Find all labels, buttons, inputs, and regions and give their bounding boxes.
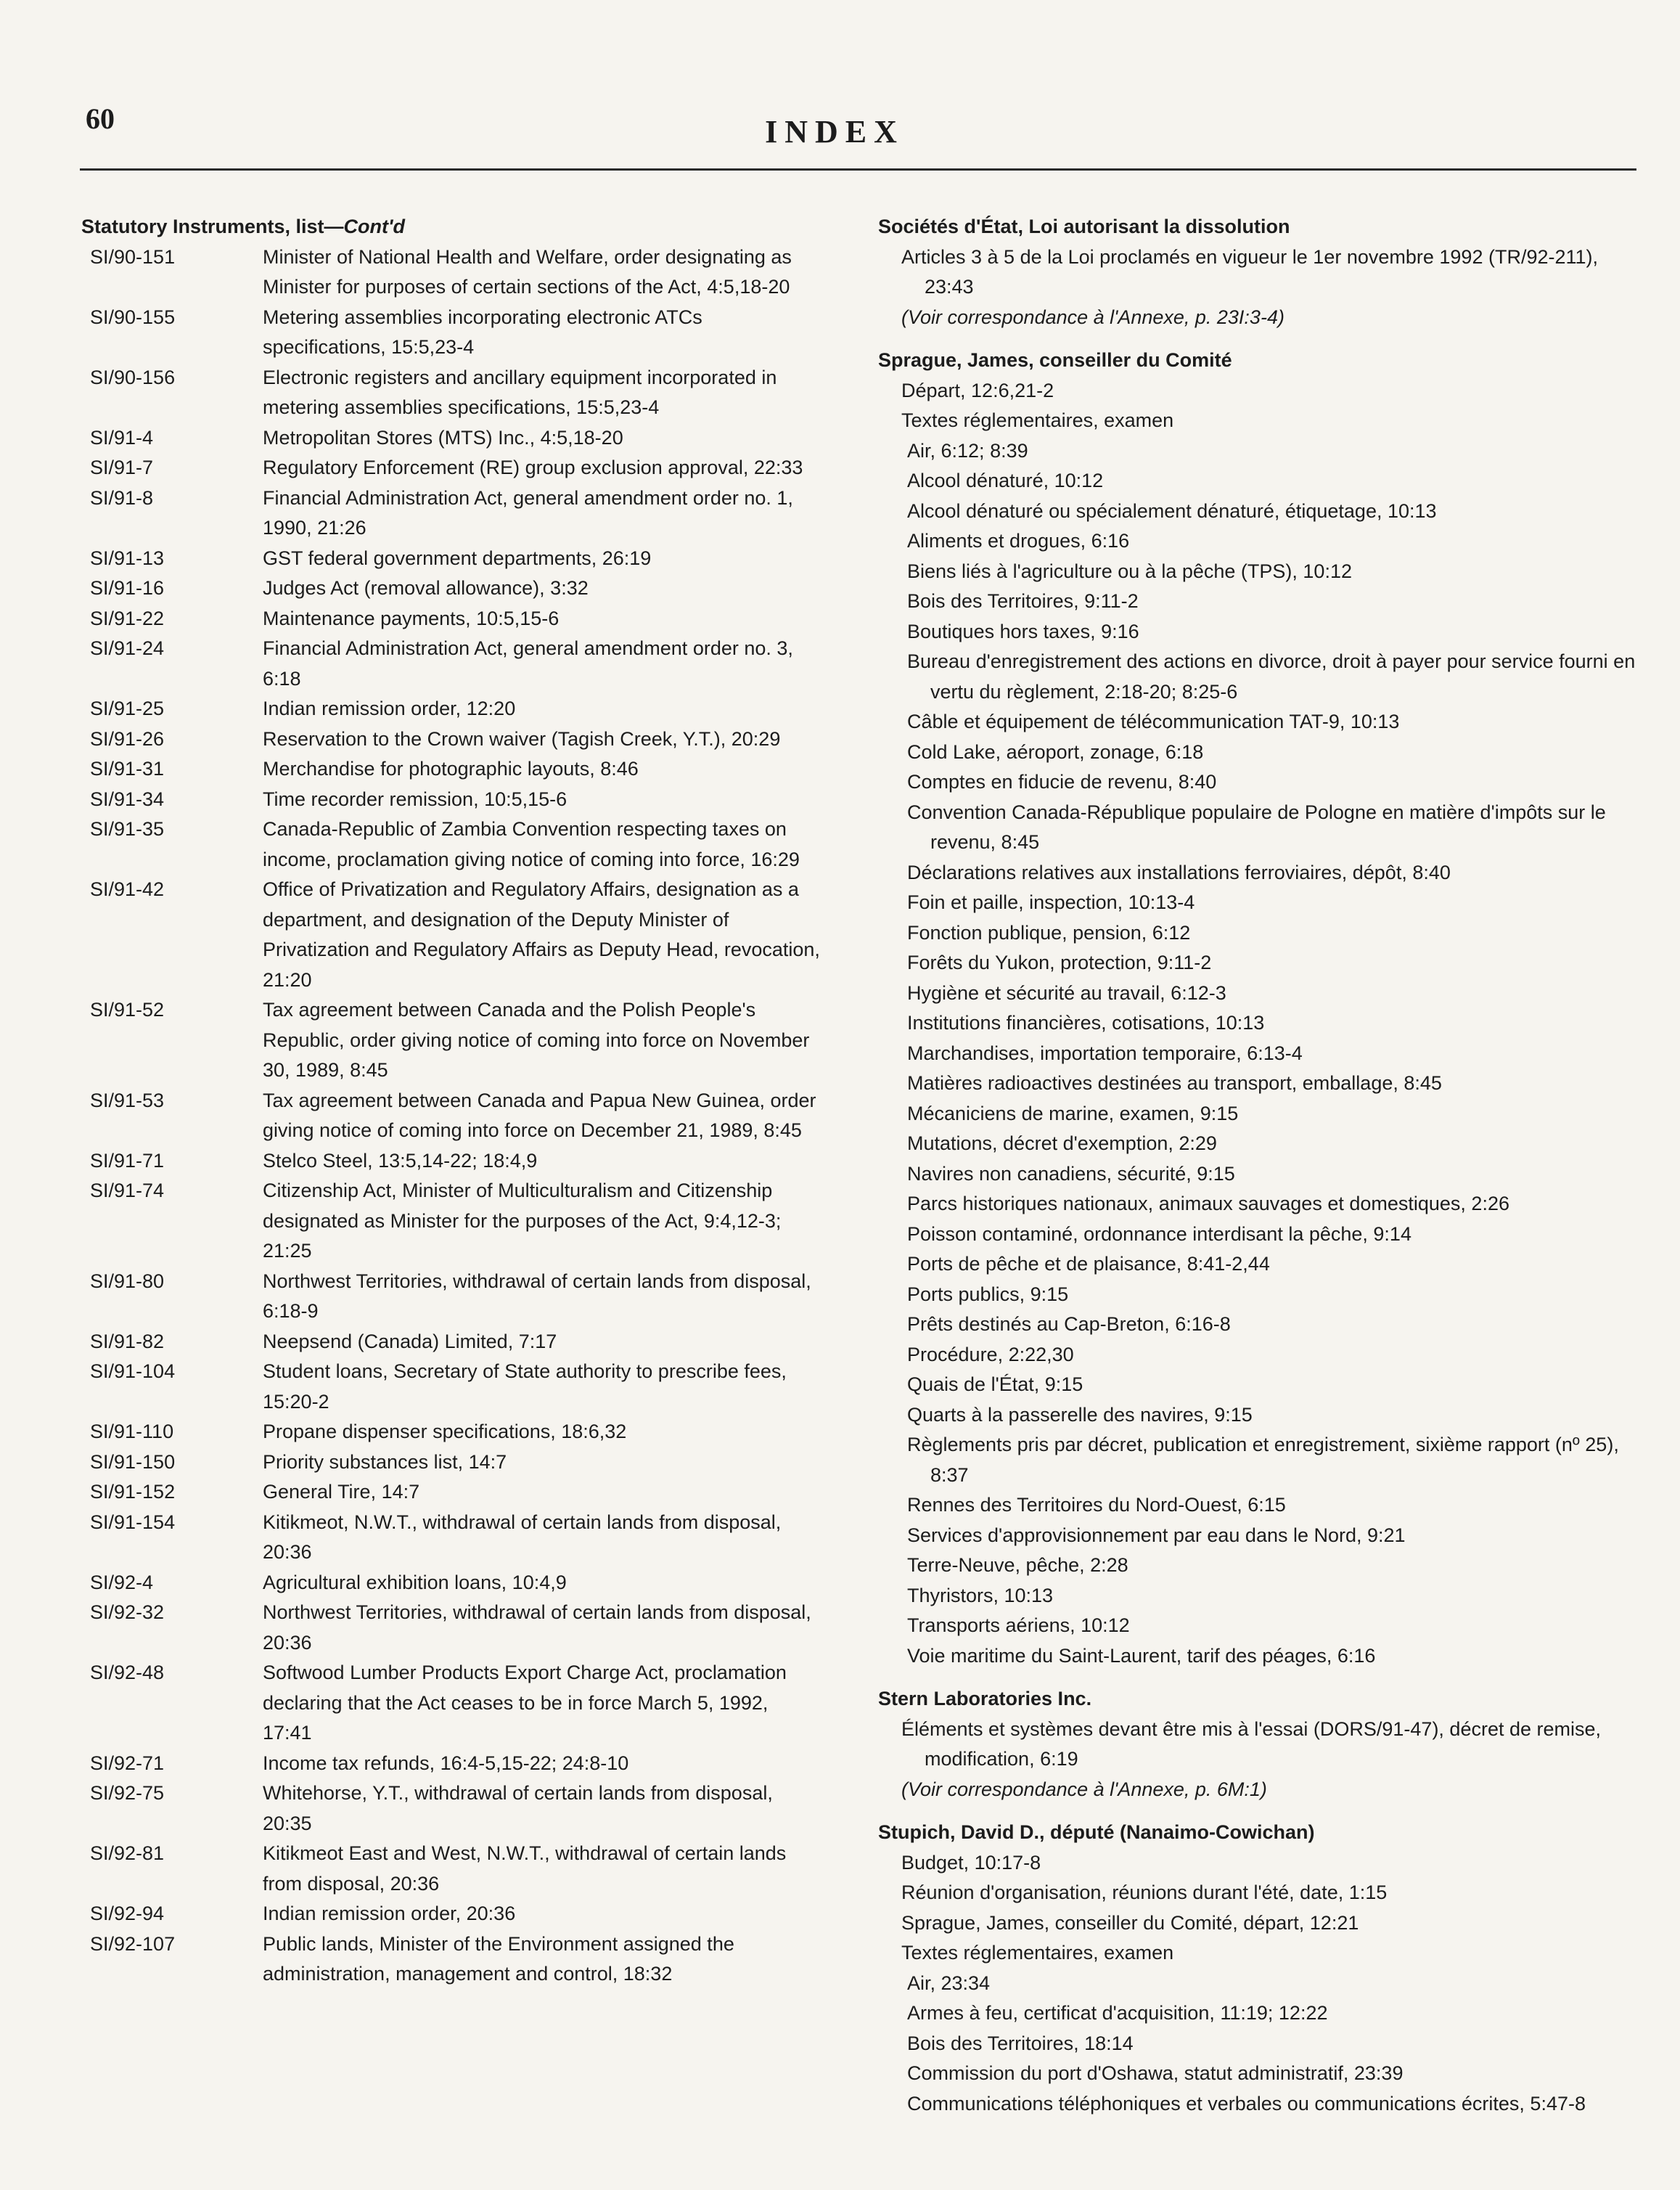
sprague-item: Bois des Territoires, 9:11-2	[907, 590, 1139, 612]
sprague-item: Procédure, 2:22,30	[907, 1343, 1074, 1365]
sprague-item: Boutiques hors taxes, 9:16	[907, 620, 1139, 642]
sprague-item: Comptes en fiducie de revenu, 8:40	[907, 771, 1217, 793]
si-description: Neepsend (Canada) Limited, 7:17	[263, 1330, 557, 1352]
si-number: SI/92-71	[90, 1752, 165, 1774]
si-row	[81, 1327, 836, 1357]
sprague-depart: Départ, 12:6,21-2	[901, 379, 1054, 401]
si-row	[81, 483, 836, 544]
sprague-item: Quarts à la passerelle des navires, 9:15	[907, 1403, 1253, 1426]
societes-line: Articles 3 à 5 de la Loi proclamés en vigueur le 1er novembre 1992 (TR/92-211), 23:43	[901, 245, 1599, 298]
si-number: SI/90-156	[90, 366, 176, 388]
si-description: Stelco Steel, 13:5,14-22; 18:4,9	[263, 1149, 538, 1172]
si-description: GST federal government departments, 26:19	[263, 547, 652, 569]
si-number: SI/91-150	[90, 1450, 176, 1473]
si-number: SI/92-107	[90, 1932, 176, 1955]
si-row	[81, 1176, 836, 1267]
sprague-item: Fonction publique, pension, 6:12	[907, 921, 1191, 944]
heading-continued: Cont'd	[343, 216, 405, 237]
si-number: SI/91-71	[90, 1149, 165, 1172]
si-row	[81, 785, 836, 815]
si-description: Regulatory Enforcement (RE) group exclusion approval, 22:33	[263, 457, 803, 478]
sprague-items	[878, 436, 1647, 1672]
si-number: SI/91-110	[90, 1421, 174, 1442]
societes-ref: (Voir correspondance à l'Annexe, p. 23I:3-4)	[901, 306, 1284, 328]
si-row	[81, 1086, 836, 1146]
sprague-item: Déclarations relatives aux installations ferroviaires, dépôt, 8:40	[907, 861, 1451, 883]
si-description: Whitehorse, Y.T., withdrawal of certain lands from disposal, 20:35	[263, 1782, 773, 1834]
sprague-item: Parcs historiques nationaux, animaux sauvages et domestiques, 2:26	[907, 1193, 1509, 1214]
stupich-line: Textes réglementaires, examen	[901, 1942, 1174, 1964]
sprague-item: Mécaniciens de marine, examen, 9:15	[907, 1102, 1239, 1124]
stupich-item: Air, 23:34	[907, 1972, 991, 1994]
si-number: SI/91-52	[90, 999, 165, 1021]
si-description: Financial Administration Act, general amendment order no. 3, 6:18	[263, 637, 793, 690]
stupich-items	[878, 1969, 1647, 2120]
si-row	[81, 875, 836, 995]
statutory-instruments-heading	[81, 212, 836, 242]
heading-text: Statutory Instruments, list—	[81, 216, 344, 237]
si-row	[81, 363, 836, 423]
stupich-item: Bois des Territoires, 18:14	[907, 2032, 1134, 2054]
si-number: SI/90-151	[90, 245, 176, 268]
si-number: SI/91-154	[90, 1511, 176, 1533]
stern-line: Éléments et systèmes devant être mis à l'essai (DORS/91-47), décret de remise, modification, 6:19	[901, 1717, 1602, 1770]
si-description: Merchandise for photographic layouts, 8:46	[263, 758, 639, 780]
sprague-item: Air, 6:12; 8:39	[907, 439, 1028, 462]
si-number: SI/92-75	[90, 1782, 165, 1804]
si-number: SI/91-22	[90, 607, 165, 629]
si-row	[81, 1508, 836, 1568]
si-row	[81, 1658, 836, 1749]
sprague-heading: Sprague, James, conseiller du Comité	[878, 349, 1232, 371]
sprague-item: Quais de l'État, 9:15	[907, 1373, 1083, 1395]
sprague-item: Poisson contaminé, ordonnance interdisant la pêche, 9:14	[907, 1222, 1411, 1245]
si-number: SI/90-155	[90, 306, 176, 328]
si-row	[81, 1267, 836, 1327]
si-row	[81, 453, 836, 483]
si-row	[81, 724, 836, 755]
sprague-item: Matières radioactives destinées au transport, emballage, 8:45	[907, 1072, 1442, 1094]
sprague-item: Aliments et drogues, 6:16	[907, 530, 1130, 552]
stupich-item: Communications téléphoniques et verbales ou communications écrites, 5:47-8	[907, 2092, 1586, 2115]
si-description: Income tax refunds, 16:4-5,15-22; 24:8-10	[263, 1752, 629, 1774]
si-row	[81, 423, 836, 454]
sprague-textes: Textes réglementaires, examen	[901, 409, 1174, 431]
si-row	[81, 1899, 836, 1929]
stupich-item: Armes à feu, certificat d'acquisition, 11:19; 12:22	[907, 2002, 1328, 2024]
sprague-item: Alcool dénaturé ou spécialement dénaturé, étiquetage, 10:13	[907, 499, 1437, 522]
si-row	[81, 573, 836, 604]
left-column	[81, 212, 836, 1990]
si-description: Metropolitan Stores (MTS) Inc., 4:5,18-20	[263, 426, 623, 449]
si-description: Kitikmeot East and West, N.W.T., withdrawal of certain lands from disposal, 20:36	[263, 1842, 787, 1895]
si-description: Agricultural exhibition loans, 10:4,9	[263, 1571, 567, 1593]
si-number: SI/91-7	[90, 457, 154, 478]
sprague-item: Terre-Neuve, pêche, 2:28	[907, 1554, 1128, 1576]
sprague-item: Marchandises, importation temporaire, 6:13-4	[907, 1042, 1303, 1064]
si-description: Office of Privatization and Regulatory Affairs, designation as a department, and designation of the Deputy Minister of Privatization and Regulatory Affairs as Deputy Head, revocation, 21:20	[263, 878, 820, 991]
si-number: SI/92-81	[90, 1842, 165, 1864]
si-row	[81, 303, 836, 363]
si-row	[81, 1447, 836, 1478]
right-column	[878, 212, 1647, 2119]
si-description: Kitikmeot, N.W.T., withdrawal of certain lands from disposal, 20:36	[263, 1511, 782, 1563]
si-description: Student loans, Secretary of State authority to prescribe fees, 15:20-2	[263, 1360, 787, 1413]
si-row	[81, 694, 836, 724]
si-number: SI/91-16	[90, 577, 165, 599]
si-description: Reservation to the Crown waiver (Tagish Creek, Y.T.), 20:29	[263, 727, 781, 750]
si-number: SI/91-24	[90, 637, 165, 659]
si-row	[81, 1839, 836, 1899]
si-row	[81, 754, 836, 785]
sprague-item: Transports aériens, 10:12	[907, 1614, 1130, 1636]
si-description: Northwest Territories, withdrawal of certain lands from disposal, 20:36	[263, 1601, 811, 1654]
si-row	[81, 634, 836, 694]
si-number: SI/91-35	[90, 818, 165, 840]
sprague-item: Services d'approvisionnement par eau dans le Nord, 9:21	[907, 1524, 1406, 1546]
si-description: Propane dispenser specifications, 18:6,32	[263, 1421, 627, 1442]
sprague-item: Bureau d'enregistrement des actions en divorce, droit à payer pour service fourni en vertu du règlement, 2:18-20; 8:25-6	[907, 650, 1636, 703]
si-description: Public lands, Minister of the Environment assigned the administration, management and control, 18:32	[263, 1932, 734, 1985]
si-description: Indian remission order, 12:20	[263, 698, 516, 719]
si-number: SI/91-34	[90, 788, 165, 810]
si-description: Tax agreement between Canada and the Polish People's Republic, order giving notice of coming into force on November 30, 1989, 8:45	[263, 999, 810, 1081]
si-number: SI/91-4	[90, 426, 154, 449]
si-row	[81, 1778, 836, 1839]
sprague-item: Prêts destinés au Cap-Breton, 6:16-8	[907, 1313, 1231, 1335]
sprague-item: Thyristors, 10:13	[907, 1584, 1054, 1606]
si-description: Softwood Lumber Products Export Charge Act, proclamation declaring that the Act ceases to be in force March 5, 1992, 17:41	[263, 1662, 787, 1744]
si-row	[81, 1568, 836, 1598]
sprague-item: Convention Canada-République populaire de Pologne en matière d'impôts sur le revenu, 8:45	[907, 801, 1606, 853]
sprague-item: Cold Lake, aéroport, zonage, 6:18	[907, 740, 1204, 763]
sprague-item: Alcool dénaturé, 10:12	[907, 470, 1104, 491]
sprague-item: Foin et paille, inspection, 10:13-4	[907, 891, 1195, 913]
si-row	[81, 814, 836, 875]
sprague-item: Navires non canadiens, sécurité, 9:15	[907, 1162, 1235, 1185]
si-row	[81, 1929, 836, 1990]
page-number: 60	[86, 102, 115, 135]
si-description: Financial Administration Act, general amendment order no. 1, 1990, 21:26	[263, 486, 793, 539]
header-rule	[80, 168, 1636, 171]
societes-heading: Sociétés d'État, Loi autorisant la dissolution	[878, 216, 1290, 237]
si-description: Canada-Republic of Zambia Convention respecting taxes on income, proclamation giving notice of coming into force, 16:29	[263, 818, 800, 870]
si-description: Maintenance payments, 10:5,15-6	[263, 607, 560, 629]
si-description: Indian remission order, 20:36	[263, 1903, 516, 1924]
si-number: SI/92-94	[90, 1903, 165, 1924]
si-row	[81, 1477, 836, 1508]
stern-heading: Stern Laboratories Inc.	[878, 1688, 1092, 1709]
sprague-item: Forêts du Yukon, protection, 9:11-2	[907, 952, 1212, 973]
sprague-item: Rennes des Territoires du Nord-Ouest, 6:15	[907, 1494, 1286, 1516]
sprague-item: Mutations, décret d'exemption, 2:29	[907, 1132, 1217, 1154]
sprague-item: Ports de pêche et de plaisance, 8:41-2,44	[907, 1253, 1270, 1275]
si-row	[81, 544, 836, 574]
stupich-line: Sprague, James, conseiller du Comité, départ, 12:21	[901, 1911, 1359, 1934]
sprague-item: Voie maritime du Saint-Laurent, tarif des péages, 6:16	[907, 1644, 1376, 1667]
si-row	[81, 995, 836, 1086]
si-description: Tax agreement between Canada and Papua New Guinea, order giving notice of coming into force on December 21, 1989, 8:45	[263, 1089, 816, 1141]
si-row	[81, 242, 836, 303]
stupich-item: Commission du port d'Oshawa, statut administratif, 23:39	[907, 2062, 1404, 2084]
sprague-item: Institutions financières, cotisations, 10:13	[907, 1012, 1265, 1034]
si-number: SI/92-48	[90, 1662, 165, 1683]
sprague-item: Hygiène et sécurité au travail, 6:12-3	[907, 981, 1226, 1004]
sprague-item: Ports publics, 9:15	[907, 1283, 1069, 1305]
si-row	[81, 1749, 836, 1779]
si-number: SI/91-104	[90, 1360, 176, 1382]
si-row	[81, 1357, 836, 1417]
running-head: INDEX	[765, 114, 904, 150]
si-description: General Tire, 14:7	[263, 1481, 420, 1503]
si-description: Judges Act (removal allowance), 3:32	[263, 577, 589, 599]
si-list	[81, 242, 836, 1990]
si-number: SI/91-8	[90, 486, 154, 509]
si-row	[81, 604, 836, 634]
sprague-item: Biens liés à l'agriculture ou à la pêche (TPS), 10:12	[907, 560, 1352, 582]
si-number: SI/92-32	[90, 1601, 165, 1623]
si-description: Metering assemblies incorporating electronic ATCs specifications, 15:5,23-4	[263, 306, 702, 358]
sprague-item: Câble et équipement de télécommunication TAT-9, 10:13	[907, 711, 1400, 732]
stupich-line: Réunion d'organisation, réunions durant l'été, date, 1:15	[901, 1881, 1388, 1903]
si-description: Citizenship Act, Minister of Multiculturalism and Citizenship designated as Minister for the purposes of the Act, 9:4,12-3; 21:25	[263, 1180, 782, 1262]
si-number: SI/91-31	[90, 758, 165, 780]
si-description: Priority substances list, 14:7	[263, 1450, 507, 1473]
si-number: SI/91-80	[90, 1270, 165, 1292]
si-number: SI/92-4	[90, 1571, 154, 1593]
si-description: Time recorder remission, 10:5,15-6	[263, 788, 567, 810]
stupich-heading: Stupich, David D., député (Nanaimo-Cowichan)	[878, 1821, 1315, 1843]
si-description: Northwest Territories, withdrawal of certain lands from disposal, 6:18-9	[263, 1270, 811, 1322]
si-description: Minister of National Health and Welfare, order designating as Minister for purposes of certain sections of the Act, 4:5,18-20	[263, 245, 792, 298]
stupich-line: Budget, 10:17-8	[901, 1851, 1041, 1874]
si-description: Electronic registers and ancillary equipment incorporated in metering assemblies specifications, 15:5,23-4	[263, 366, 777, 418]
sprague-item: Règlements pris par décret, publication et enregistrement, sixième rapport (nº 25), 8:37	[907, 1434, 1619, 1486]
stern-ref: (Voir correspondance à l'Annexe, p. 6M:1)	[901, 1778, 1267, 1800]
si-number: SI/91-26	[90, 727, 165, 750]
si-number: SI/91-42	[90, 878, 165, 900]
si-row	[81, 1417, 836, 1447]
si-number: SI/91-13	[90, 547, 165, 569]
si-row	[81, 1146, 836, 1177]
si-number: SI/91-74	[90, 1180, 165, 1201]
si-number: SI/91-82	[90, 1330, 165, 1352]
si-number: SI/91-53	[90, 1089, 165, 1111]
si-number: SI/91-152	[90, 1481, 176, 1503]
si-row	[81, 1598, 836, 1658]
stupich-lines	[878, 1848, 1647, 1969]
si-number: SI/91-25	[90, 698, 165, 719]
